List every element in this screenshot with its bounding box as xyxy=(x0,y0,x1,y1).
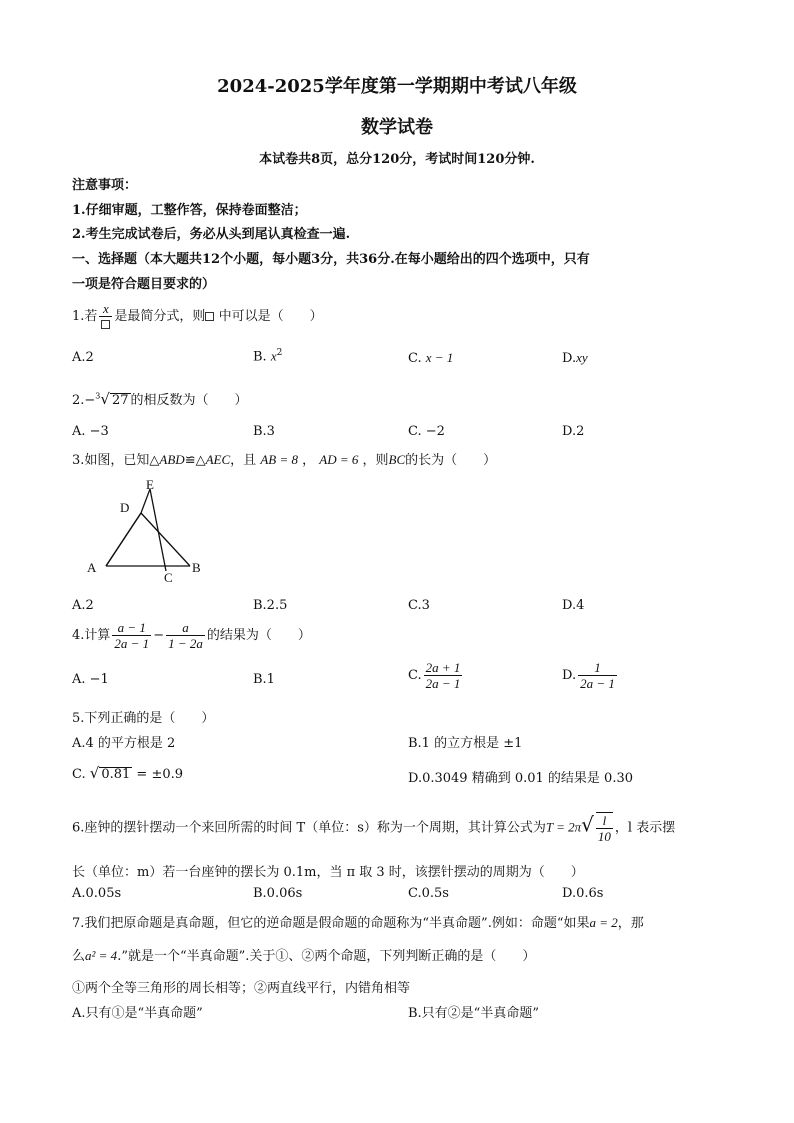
q4-fraction-1: $\frac{a - 1}{2a - 1}$ xyxy=(114,620,150,651)
q5-option-a: A.4 的平方根是 2 xyxy=(72,736,176,751)
q4-option-c: C. $\frac{2a + 1}{2a - 1}$ xyxy=(408,660,461,691)
q3-option-a: A.2 xyxy=(72,598,94,613)
point-label-a: A xyxy=(87,560,97,575)
point-label-b: B xyxy=(192,560,201,575)
q2-suffix: 的相反数为（ ） xyxy=(130,393,248,408)
point-label-e: E xyxy=(146,477,154,492)
q3-option-b: B.2.5 xyxy=(253,598,288,613)
exam-subtitle: 数学试卷 xyxy=(361,117,433,138)
section-heading-line2: 一项是符合题目要求的） xyxy=(72,277,216,292)
question-2-stem xyxy=(72,389,248,408)
q2-option-c: C. −2 xyxy=(408,424,445,439)
q2-option-a: A. −3 xyxy=(72,424,109,439)
q1-fraction xyxy=(99,301,112,332)
q6-option-a: A.0.05s xyxy=(72,886,122,901)
q1-prefix: 1.若 xyxy=(72,309,98,324)
q4-option-a: A. −1 xyxy=(72,672,109,687)
segment-de xyxy=(141,489,150,513)
segment-db xyxy=(141,513,190,566)
question-6-line1: 6.座钟的摆针摆动一个来回所需的时间 T（单位：s）称为一个周期，其计算公式为T = 2π√ $\frac{l}{10}$ ，l 表示摆 xyxy=(72,812,676,844)
notes-heading: 注意事项： xyxy=(72,178,138,193)
point-label-d: D xyxy=(120,500,130,515)
q1-option-a: A.2 xyxy=(72,350,94,365)
segment-ae xyxy=(106,513,141,566)
q1-suffix: 是最简分式，则 xyxy=(114,309,206,324)
q7-option-a: A.只有①是“半真命题” xyxy=(72,1006,203,1021)
q4-option-b: B.1 xyxy=(253,672,275,687)
q6-option-d: D.0.6s xyxy=(562,886,604,901)
segment-ec xyxy=(150,489,166,571)
q2-radicand: 27 xyxy=(111,393,129,408)
blank-box-icon xyxy=(205,312,214,321)
q4-fraction-2: $\frac{a}{1 - 2a}$ xyxy=(168,620,203,651)
question-5-stem: 5.下列正确的是（ ） xyxy=(72,711,215,726)
point-label-c: C xyxy=(164,570,173,585)
q1-option-b: B. $x^2$ xyxy=(253,348,283,365)
q6-option-c: C.0.5s xyxy=(408,886,449,901)
q5-option-c: C. √ 0.81 = ±0.9 xyxy=(72,764,184,782)
q1-suffix2: 中可以是（ ） xyxy=(218,309,323,324)
section-heading-line1: 一、选择题（本大题共12个小题，每小题3分，共36分.在每小题给出的四个选项中，只有 xyxy=(72,252,590,267)
question-6-line2: 长（单位：m）若一台座钟的摆长为 0.1m，当 π 取 3 时，该摆针摆动的周期为（ ） xyxy=(72,865,584,880)
question-7-line2: 么a² = 4.”就是一个“半真命题”.关于①、②两个命题，下列判断正确的是（ ） xyxy=(72,948,536,964)
q2-option-b: B.3 xyxy=(253,424,275,439)
q2-root-index: 3 xyxy=(95,391,101,401)
q4-option-d: D. $\frac{1}{2a - 1}$ xyxy=(562,660,615,691)
q1-option-c: C. x − 1 xyxy=(408,350,454,366)
q3-option-c: C.3 xyxy=(408,598,430,613)
radical-sign-icon: √ xyxy=(100,390,110,408)
question-1-stem xyxy=(72,301,323,332)
note-item-2: 2.考生完成试卷后，务必从头到尾认真检查一遍. xyxy=(72,227,351,242)
radical-sign-icon: √ xyxy=(581,812,594,837)
radical-sign-icon: √ xyxy=(89,764,100,782)
question-7-line1: 7.我们把原命题是真命题，但它的逆命题是假命题的命题称为“半真命题”.例如：命题“如果a = 2，那 xyxy=(72,915,644,931)
q1-fraction-num: x xyxy=(99,301,112,317)
question-4-stem: 4.计算 $\frac{a - 1}{2a - 1}$ − $\frac{a}{1 - 2a}$ 的结果为（ ） xyxy=(72,620,311,651)
q3-option-d: D.4 xyxy=(562,598,585,613)
note-item-1: 1.仔细审题，工整作答，保持卷面整洁； xyxy=(72,203,307,218)
q5-option-b: B.1 的立方根是 ±1 xyxy=(408,736,523,751)
question-7-line3: ①两个全等三角形的周长相等；②两直线平行，内错角相等 xyxy=(72,981,411,996)
exam-title: 2024-2025学年度第一学期期中考试八年级 xyxy=(217,76,577,97)
q1-option-d: D.xy xyxy=(562,350,588,366)
q6-option-b: B.0.06s xyxy=(253,886,303,901)
q7-option-b: B.只有②是“半真命题” xyxy=(408,1006,539,1021)
q2-option-d: D.2 xyxy=(562,424,585,439)
exam-info: 本试卷共8页，总分120分，考试时间120分钟. xyxy=(259,152,535,167)
question-3-stem: 3.如图，已知△ABD≌△AEC，且 AB = 8 ， AD = 6 ，则BC的长为（ ） xyxy=(72,452,497,468)
triangle-figure xyxy=(80,476,210,586)
blank-box-icon xyxy=(101,320,110,329)
q2-prefix: 2.− xyxy=(72,393,96,408)
q5-option-d: D.0.3049 精确到 0.01 的结果是 0.30 xyxy=(408,771,633,786)
